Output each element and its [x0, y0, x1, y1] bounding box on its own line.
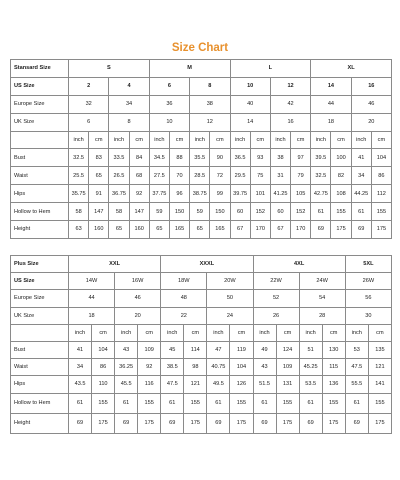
uk-value: 28 — [299, 307, 345, 324]
measurement-value: 175 — [92, 413, 115, 433]
measurement-value: 100 — [331, 149, 351, 167]
uk-value: 24 — [207, 307, 253, 324]
measurement-value: 152 — [291, 203, 311, 221]
measurement-value: 136 — [322, 376, 345, 393]
measurement-value: 35.5 — [190, 149, 210, 167]
measurement-label: Waist — [11, 359, 69, 376]
standard-size-header-row — [11, 60, 392, 78]
unit-label: inch — [311, 131, 331, 149]
measurement-value: 104 — [371, 149, 391, 167]
measurement-value: 45.5 — [115, 376, 138, 393]
unit-label: cm — [184, 324, 207, 341]
measurement-value: 61 — [299, 393, 322, 413]
europe-value: 54 — [299, 290, 345, 307]
measurement-value: 63 — [69, 221, 89, 239]
measurement-label: Hollow to Hem — [11, 203, 69, 221]
measurement-value: 61 — [253, 393, 276, 413]
measurement-value: 59 — [190, 203, 210, 221]
unit-label: inch — [69, 131, 89, 149]
standard-waist-row — [11, 167, 392, 185]
unit-label: cm — [368, 324, 391, 341]
unit-row-blank — [11, 324, 69, 341]
plus-hollow-to-hem-row — [11, 393, 392, 413]
europe-value: 42 — [270, 95, 310, 113]
measurement-value: 51 — [299, 341, 322, 358]
measurement-value: 110 — [92, 376, 115, 393]
measurement-value: 28.5 — [190, 167, 210, 185]
measurement-value: 35.75 — [69, 185, 89, 203]
plus-size-header-row — [11, 256, 392, 273]
measurement-value: 39.75 — [230, 185, 250, 203]
measurement-label: Waist — [11, 167, 69, 185]
measurement-value: 90 — [210, 149, 230, 167]
us-value: 24W — [299, 273, 345, 290]
measurement-value: 51.5 — [253, 376, 276, 393]
measurement-value: 93 — [250, 149, 270, 167]
measurement-value: 38.5 — [161, 359, 184, 376]
measurement-value: 175 — [368, 413, 391, 433]
measurement-value: 175 — [331, 221, 351, 239]
us-size-label: US Size — [11, 77, 69, 95]
plus-waist-row — [11, 359, 392, 376]
europe-value: 40 — [230, 95, 270, 113]
measurement-value: 175 — [138, 413, 161, 433]
unit-label: cm — [169, 131, 189, 149]
measurement-value: 115 — [322, 359, 345, 376]
measurement-label: Height — [11, 221, 69, 239]
uk-value: 6 — [69, 113, 109, 131]
us-value: 14 — [311, 77, 351, 95]
uk-value: 30 — [345, 307, 391, 324]
measurement-value: 53 — [345, 341, 368, 358]
measurement-value: 55.5 — [345, 376, 368, 393]
measurement-value: 37.75 — [149, 185, 169, 203]
measurement-value: 31 — [270, 167, 290, 185]
measurement-value: 175 — [230, 413, 253, 433]
measurement-value: 109 — [138, 341, 161, 358]
unit-label: inch — [161, 324, 184, 341]
unit-label: inch — [69, 324, 92, 341]
plus-uk-row — [11, 307, 392, 324]
europe-value: 34 — [109, 95, 149, 113]
europe-value: 48 — [161, 290, 207, 307]
uk-value: 10 — [149, 113, 189, 131]
plus-unit-row — [11, 324, 392, 341]
unit-label: inch — [190, 131, 210, 149]
unit-label: inch — [230, 131, 250, 149]
measurement-value: 155 — [230, 393, 253, 413]
measurement-value: 33.5 — [109, 149, 129, 167]
unit-label: cm — [230, 324, 253, 341]
measurement-value: 36.25 — [115, 359, 138, 376]
uk-value: 16 — [270, 113, 310, 131]
measurement-value: 34.5 — [149, 149, 169, 167]
standard-unit-row — [11, 131, 392, 149]
measurement-value: 165 — [169, 221, 189, 239]
us-value: 6 — [149, 77, 189, 95]
standard-bust-row — [11, 149, 392, 167]
europe-value: 46 — [115, 290, 161, 307]
unit-label: cm — [276, 324, 299, 341]
us-value: 18W — [161, 273, 207, 290]
measurement-value: 41 — [69, 341, 92, 358]
size-chart-title: Size Chart — [171, 42, 229, 54]
measurement-value: 155 — [184, 393, 207, 413]
unit-label: inch — [345, 324, 368, 341]
measurement-value: 41.25 — [270, 185, 290, 203]
measurement-value: 60 — [270, 203, 290, 221]
europe-value: 36 — [149, 95, 189, 113]
measurement-value: 34 — [69, 359, 92, 376]
measurement-value: 67 — [230, 221, 250, 239]
size-xxl: XXL — [69, 256, 161, 273]
measurement-value: 68 — [129, 167, 149, 185]
measurement-value: 147 — [129, 203, 149, 221]
europe-value: 32 — [69, 95, 109, 113]
us-value: 14W — [69, 273, 115, 290]
measurement-value: 86 — [371, 167, 391, 185]
measurement-value: 53.5 — [299, 376, 322, 393]
size-5xl: 5XL — [345, 256, 391, 273]
measurement-value: 155 — [331, 203, 351, 221]
measurement-value: 36.5 — [230, 149, 250, 167]
unit-label: cm — [371, 131, 391, 149]
uk-value: 12 — [190, 113, 230, 131]
measurement-value: 75 — [250, 167, 270, 185]
measurement-value: 150 — [210, 203, 230, 221]
measurement-value: 32.5 — [311, 167, 331, 185]
measurement-value: 72 — [210, 167, 230, 185]
measurement-value: 99 — [210, 185, 230, 203]
measurement-value: 69 — [115, 413, 138, 433]
measurement-value: 43.5 — [69, 376, 92, 393]
uk-value: 22 — [161, 307, 207, 324]
measurement-value: 160 — [89, 221, 109, 239]
measurement-value: 41 — [351, 149, 371, 167]
uk-size-label: UK Size — [11, 307, 69, 324]
measurement-value: 43 — [253, 359, 276, 376]
measurement-value: 69 — [161, 413, 184, 433]
measurement-value: 104 — [230, 359, 253, 376]
unit-label: cm — [210, 131, 230, 149]
measurement-value: 96 — [169, 185, 189, 203]
size-xl: XL — [311, 60, 392, 78]
uk-value: 18 — [311, 113, 351, 131]
standard-height-row — [11, 221, 392, 239]
measurement-value: 86 — [92, 359, 115, 376]
measurement-value: 155 — [276, 393, 299, 413]
measurement-value: 175 — [184, 413, 207, 433]
measurement-label: Hips — [11, 185, 69, 203]
uk-value: 26 — [253, 307, 299, 324]
measurement-value: 84 — [129, 149, 149, 167]
measurement-value: 79 — [291, 167, 311, 185]
plus-hips-row — [11, 376, 392, 393]
unit-label: cm — [322, 324, 345, 341]
measurement-value: 105 — [291, 185, 311, 203]
unit-label: inch — [253, 324, 276, 341]
measurement-value: 70 — [169, 167, 189, 185]
measurement-value: 121 — [184, 376, 207, 393]
measurement-value: 38 — [270, 149, 290, 167]
measurement-value: 47 — [207, 341, 230, 358]
measurement-value: 61 — [161, 393, 184, 413]
europe-value: 44 — [69, 290, 115, 307]
measurement-value: 40.75 — [207, 359, 230, 376]
measurement-value: 155 — [368, 393, 391, 413]
unit-label: inch — [299, 324, 322, 341]
measurement-value: 92 — [138, 359, 161, 376]
unit-label: cm — [331, 131, 351, 149]
size-xxxl: XXXL — [161, 256, 253, 273]
measurement-value: 49.5 — [207, 376, 230, 393]
measurement-value: 126 — [230, 376, 253, 393]
measurement-value: 58 — [69, 203, 89, 221]
measurement-value: 25.5 — [69, 167, 89, 185]
measurement-value: 69 — [351, 221, 371, 239]
measurement-value: 61 — [115, 393, 138, 413]
plus-bust-row — [11, 341, 392, 358]
europe-value: 56 — [345, 290, 391, 307]
measurement-value: 155 — [138, 393, 161, 413]
europe-value: 52 — [253, 290, 299, 307]
us-value: 2 — [69, 77, 109, 95]
plus-size-corner: Plus Size — [11, 256, 69, 273]
uk-size-label: UK Size — [11, 113, 69, 131]
measurement-value: 59 — [149, 203, 169, 221]
size-l: L — [230, 60, 311, 78]
unit-label: cm — [138, 324, 161, 341]
us-value: 4 — [109, 77, 149, 95]
unit-label: inch — [207, 324, 230, 341]
measurement-value: 65 — [89, 167, 109, 185]
measurement-value: 61 — [345, 393, 368, 413]
measurement-value: 160 — [129, 221, 149, 239]
measurement-value: 135 — [368, 341, 391, 358]
measurement-value: 108 — [331, 185, 351, 203]
measurement-value: 109 — [276, 359, 299, 376]
plus-height-row — [11, 413, 392, 433]
measurement-value: 45 — [161, 341, 184, 358]
us-value: 8 — [190, 77, 230, 95]
measurement-value: 60 — [230, 203, 250, 221]
measurement-value: 150 — [169, 203, 189, 221]
measurement-value: 147 — [89, 203, 109, 221]
measurement-value: 104 — [92, 341, 115, 358]
measurement-label: Height — [11, 413, 69, 433]
measurement-value: 26.5 — [109, 167, 129, 185]
measurement-value: 92 — [129, 185, 149, 203]
europe-size-label: Europe Size — [11, 95, 69, 113]
us-value: 20W — [207, 273, 253, 290]
uk-value: 8 — [109, 113, 149, 131]
measurement-value: 69 — [207, 413, 230, 433]
measurement-value: 155 — [371, 203, 391, 221]
measurement-value: 67 — [270, 221, 290, 239]
europe-value: 44 — [311, 95, 351, 113]
us-value: 22W — [253, 273, 299, 290]
measurement-value: 49 — [253, 341, 276, 358]
measurement-value: 83 — [89, 149, 109, 167]
measurement-value: 34 — [351, 167, 371, 185]
standard-hollow-to-hem-row — [11, 203, 392, 221]
measurement-value: 38.75 — [190, 185, 210, 203]
uk-value: 14 — [230, 113, 270, 131]
us-value: 12 — [270, 77, 310, 95]
measurement-value: 121 — [368, 359, 391, 376]
europe-value: 38 — [190, 95, 230, 113]
measurement-value: 131 — [276, 376, 299, 393]
measurement-value: 88 — [169, 149, 189, 167]
unit-label: inch — [149, 131, 169, 149]
measurement-value: 170 — [250, 221, 270, 239]
plus-us-row — [11, 273, 392, 290]
measurement-value: 175 — [276, 413, 299, 433]
unit-label: inch — [270, 131, 290, 149]
measurement-value: 47.5 — [345, 359, 368, 376]
measurement-value: 170 — [291, 221, 311, 239]
standard-uk-row — [11, 113, 392, 131]
standard-hips-row — [11, 185, 392, 203]
measurement-value: 58 — [109, 203, 129, 221]
measurement-value: 45.25 — [299, 359, 322, 376]
measurement-value: 39.5 — [311, 149, 331, 167]
unit-label: cm — [250, 131, 270, 149]
us-value: 10 — [230, 77, 270, 95]
measurement-value: 175 — [322, 413, 345, 433]
uk-value: 20 — [351, 113, 391, 131]
measurement-value: 98 — [184, 359, 207, 376]
uk-value: 20 — [115, 307, 161, 324]
measurement-value: 43 — [115, 341, 138, 358]
measurement-value: 36.75 — [109, 185, 129, 203]
size-m: M — [149, 60, 230, 78]
measurement-value: 29.5 — [230, 167, 250, 185]
measurement-value: 165 — [210, 221, 230, 239]
us-value: 26W — [345, 273, 391, 290]
unit-label: inch — [351, 131, 371, 149]
measurement-value: 69 — [311, 221, 331, 239]
measurement-value: 175 — [371, 221, 391, 239]
measurement-value: 69 — [253, 413, 276, 433]
us-size-label: US Size — [11, 273, 69, 290]
measurement-label: Bust — [11, 149, 69, 167]
measurement-label: Hollow to Hem — [11, 393, 69, 413]
size-s: S — [69, 60, 150, 78]
measurement-value: 69 — [69, 413, 92, 433]
measurement-value: 101 — [250, 185, 270, 203]
unit-label: cm — [89, 131, 109, 149]
europe-value: 50 — [207, 290, 253, 307]
measurement-value: 61 — [351, 203, 371, 221]
plus-europe-row — [11, 290, 392, 307]
measurement-value: 119 — [230, 341, 253, 358]
measurement-value: 65 — [149, 221, 169, 239]
us-value: 16 — [351, 77, 391, 95]
measurement-value: 130 — [322, 341, 345, 358]
measurement-value: 112 — [371, 185, 391, 203]
measurement-value: 152 — [250, 203, 270, 221]
standard-europe-row — [11, 95, 392, 113]
unit-label: cm — [129, 131, 149, 149]
unit-label: inch — [115, 324, 138, 341]
measurement-value: 65 — [109, 221, 129, 239]
standard-size-table — [10, 59, 392, 239]
measurement-value: 116 — [138, 376, 161, 393]
uk-value: 18 — [69, 307, 115, 324]
measurement-value: 91 — [89, 185, 109, 203]
measurement-value: 69 — [345, 413, 368, 433]
measurement-value: 61 — [69, 393, 92, 413]
measurement-value: 155 — [92, 393, 115, 413]
measurement-value: 32.5 — [69, 149, 89, 167]
measurement-label: Hips — [11, 376, 69, 393]
unit-row-blank — [11, 131, 69, 149]
standard-size-corner: Stansard Size — [11, 60, 69, 78]
measurement-value: 124 — [276, 341, 299, 358]
measurement-value: 82 — [331, 167, 351, 185]
measurement-value: 114 — [184, 341, 207, 358]
measurement-value: 61 — [311, 203, 331, 221]
measurement-value: 141 — [368, 376, 391, 393]
measurement-label: Bust — [11, 341, 69, 358]
measurement-value: 44.25 — [351, 185, 371, 203]
measurement-value: 65 — [190, 221, 210, 239]
measurement-value: 155 — [322, 393, 345, 413]
standard-us-row — [11, 77, 392, 95]
europe-size-label: Europe Size — [11, 290, 69, 307]
us-value: 16W — [115, 273, 161, 290]
measurement-value: 61 — [207, 393, 230, 413]
measurement-value: 47.5 — [161, 376, 184, 393]
unit-label: inch — [109, 131, 129, 149]
measurement-value: 42.75 — [311, 185, 331, 203]
unit-label: cm — [92, 324, 115, 341]
plus-size-table — [10, 255, 392, 434]
size-4xl: 4XL — [253, 256, 345, 273]
measurement-value: 27.5 — [149, 167, 169, 185]
unit-label: cm — [291, 131, 311, 149]
measurement-value: 97 — [291, 149, 311, 167]
measurement-value: 69 — [299, 413, 322, 433]
europe-value: 46 — [351, 95, 391, 113]
